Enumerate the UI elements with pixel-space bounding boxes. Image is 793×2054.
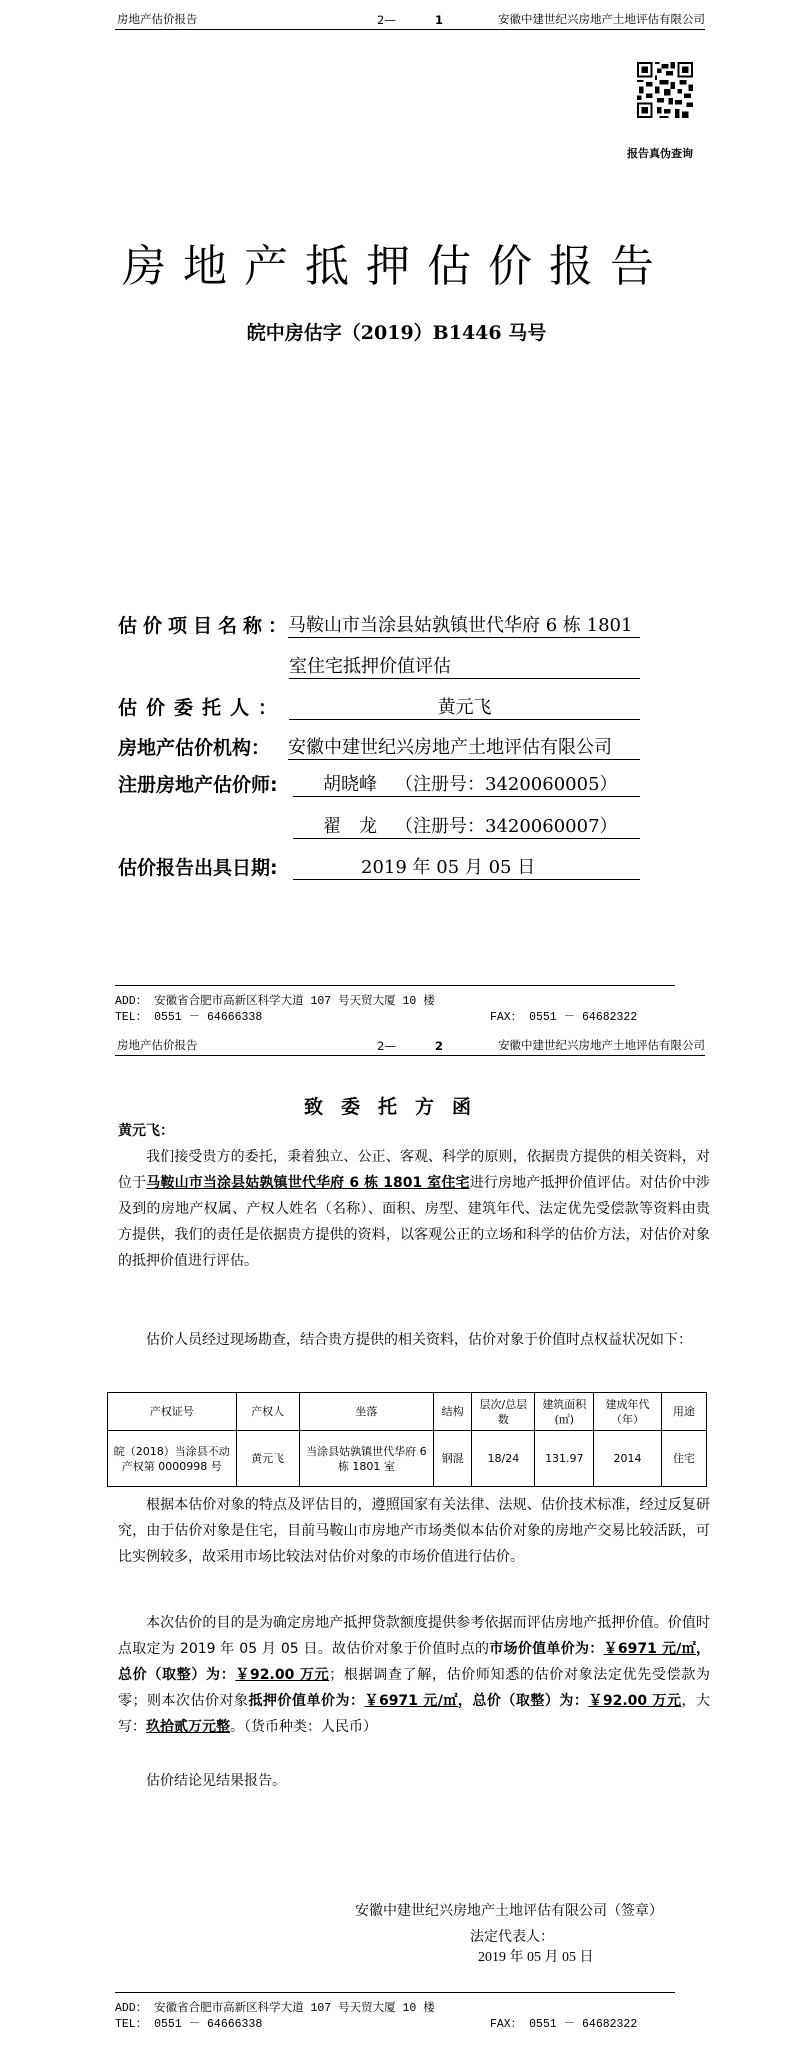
cell-structure: 钢混 (433, 1431, 471, 1487)
project-name-line1: 马鞍山市当涂县姑孰镇世代华府 6 栋 1801 (288, 611, 640, 638)
letter-paragraph-3: 根据本估价对象的特点及评估目的，遵照国家有关法律、法规、估价技术标准，经过反复研究，由于估价对象是住宅，目前马鞍山市房地产市场类似本估价对象的房地产交易比较活跃，可比实例较多，故采用市场比较法对估价对象的市场价值进行估价。 (118, 1497, 710, 1565)
header-report-type: 房地产估价报告 (117, 12, 198, 26)
table-row (108, 1431, 707, 1487)
cell-owner: 黄元飞 (236, 1431, 299, 1487)
col-year-built: 建成年代（年） (594, 1393, 662, 1431)
p4-currency: 。（货币种类：人民币） (230, 1719, 377, 1735)
report-number: 皖中房估字（2019）B1446 马号 (246, 322, 547, 344)
cell-area: 131.97 (535, 1431, 594, 1487)
footer-divider (115, 1992, 675, 1993)
agency-label: 房地产估价机构： (118, 737, 271, 759)
p4-mortgage-unit-label: 抵押价值单价为： (248, 1693, 365, 1709)
header-company: 安徽中建世纪兴房地产土地评估有限公司 (498, 12, 705, 26)
col-location: 坐落 (299, 1393, 433, 1431)
letter-paragraph-1 (118, 1144, 710, 1274)
signature-company: 安徽中建世纪兴房地产土地评估有限公司（签章） (355, 1903, 663, 1919)
cell-cert-number: 皖（2018）当涂县不动产权第 0000998 号 (108, 1431, 237, 1487)
signature-date: 2019 年 05 月 05 日 (478, 1950, 594, 1965)
cell-location: 当涂县姑孰镇世代华府 6 栋 1801 室 (299, 1431, 433, 1487)
header-page-prefix: 2— (377, 13, 396, 27)
col-area: 建筑面积(㎡) (535, 1393, 594, 1431)
agency-value: 安徽中建世纪兴房地产土地评估有限公司 (288, 733, 640, 760)
appraisers-label: 注册房地产估价师: (118, 774, 278, 796)
project-name-label: 估价项目名称： (118, 615, 294, 637)
header-report-type: 房地产估价报告 (117, 1038, 198, 1052)
col-usage: 用途 (661, 1393, 706, 1431)
p1-intro: 我们接受贵方的委托，秉着独立、公正、客观、科学的原则，依据贵方提供的相关资料，对位于 (118, 1149, 710, 1191)
header-page-number: 2 (435, 1039, 444, 1053)
footer-tel: TEL： 0551 － 64666338 (115, 1011, 263, 1024)
p4-mortgage-unit-price: ￥6971 元/㎡ (364, 1693, 458, 1709)
footer-fax: FAX： 0551 － 64682322 (490, 1011, 638, 1024)
p4-intro: 本次估价的目的是为确定房地产抵押贷款额度提供参考依据而评估房地产抵押价值。价值时点取定为 2019 年 05 月 05 日。故估价对象于价值时点的 (118, 1615, 710, 1657)
footer-divider (115, 985, 675, 986)
col-floor: 层次/总层数 (472, 1393, 535, 1431)
client-label: 估价委托人： (118, 697, 287, 719)
col-structure: 结构 (433, 1393, 471, 1431)
p1-property-address: 马鞍山市当涂县姑孰镇世代华府 6 栋 1801 室住宅 (146, 1175, 470, 1191)
footer-tel: TEL： 0551 － 64666338 (115, 2018, 263, 2031)
appraiser-2-reg: （注册号：3420060007） (395, 816, 618, 837)
page-footer (115, 1992, 705, 2031)
cell-usage: 住宅 (661, 1431, 706, 1487)
cell-year-built: 2014 (594, 1431, 662, 1487)
p4-market-unit-price: ￥6971 元/㎡ (603, 1641, 697, 1657)
appraiser-1-reg: （注册号：3420060005） (395, 774, 618, 795)
p4-total-label-2: ，总价（取整）为： (457, 1693, 589, 1709)
date-value: 2019 年 05 月 05 日 (293, 853, 640, 880)
p4-market-unit-label: 市场价值单价为： (489, 1641, 604, 1657)
footer-contact (115, 2015, 705, 2031)
appraiser-2 (293, 812, 640, 839)
letter-paragraph-5: 估价结论见结果报告。 (146, 1773, 286, 1789)
property-rights-table (107, 1392, 707, 1487)
qr-code-icon[interactable] (637, 62, 693, 118)
running-header (115, 8, 705, 30)
letter-salutation: 黄元飞： (118, 1123, 174, 1139)
col-cert-number: 产权证号 (108, 1393, 237, 1431)
header-company: 安徽中建世纪兴房地产土地评估有限公司 (498, 1038, 705, 1052)
appraiser-1 (293, 770, 640, 797)
client-value: 黄元飞 (289, 693, 640, 720)
letter-title: 致委托方函 (303, 1096, 489, 1118)
footer-address: ADD： 安徽省合肥市高新区科学大道 107 号天贸大厦 10 楼 (115, 995, 435, 1008)
qr-verify-label: 报告真伪查询 (627, 147, 693, 160)
report-title: 房地产抵押估价报告 (122, 241, 671, 292)
footer-contact (115, 1008, 705, 1024)
signature-legal-rep: 法定代表人： (470, 1929, 554, 1945)
cell-floor: 18/24 (472, 1431, 535, 1487)
col-owner: 产权人 (236, 1393, 299, 1431)
footer-address: ADD： 安徽省合肥市高新区科学大道 107 号天贸大厦 10 楼 (115, 2002, 435, 2015)
running-header (115, 1034, 705, 1056)
table-header-row (108, 1393, 707, 1431)
p4-capital-label: ，大写： (118, 1693, 711, 1735)
page-footer (115, 985, 705, 1024)
date-label: 估价报告出具日期: (118, 857, 278, 879)
project-name-line2: 室住宅抵押价值评估 (289, 652, 640, 679)
letter-paragraph-4 (118, 1610, 710, 1740)
footer-fax: FAX： 0551 － 64682322 (490, 2018, 638, 2031)
header-page-prefix: 2— (377, 1039, 396, 1053)
p4-mortgage-total: ￥92.00 万元 (588, 1693, 682, 1709)
p4-capital-amount: 玖拾贰万元整 (146, 1719, 230, 1735)
letter-paragraph-2: 估价人员经过现场勘查，结合贵方提供的相关资料，估价对象于价值时点权益状况如下： (146, 1332, 692, 1348)
p4-total-label: ，总价（取整）为： (118, 1641, 711, 1683)
appraiser-1-name: 胡晓峰 (323, 774, 377, 795)
p4-mid: ；根据调查了解，估价师知悉的估价对象法定优先受偿款为零；则本次估价对象 (118, 1667, 710, 1709)
p4-market-total: ￥92.00 万元 (235, 1667, 330, 1683)
p1-body: 进行房地产抵押价值评估。对估价中涉及到的房地产权属、产权人姓名（名称）、面积、房型、建筑年代、法定优先受偿款等资料由贵方提供，我们的责任是依据贵方提供的资料，以客观公正的立场和科学的估价方法，对估价对象的抵押价值进行评估。 (118, 1175, 711, 1269)
header-page-number: 1 (435, 13, 444, 27)
report-page-2 (0, 1040, 793, 2054)
appraiser-2-name: 翟 龙 (323, 816, 377, 837)
